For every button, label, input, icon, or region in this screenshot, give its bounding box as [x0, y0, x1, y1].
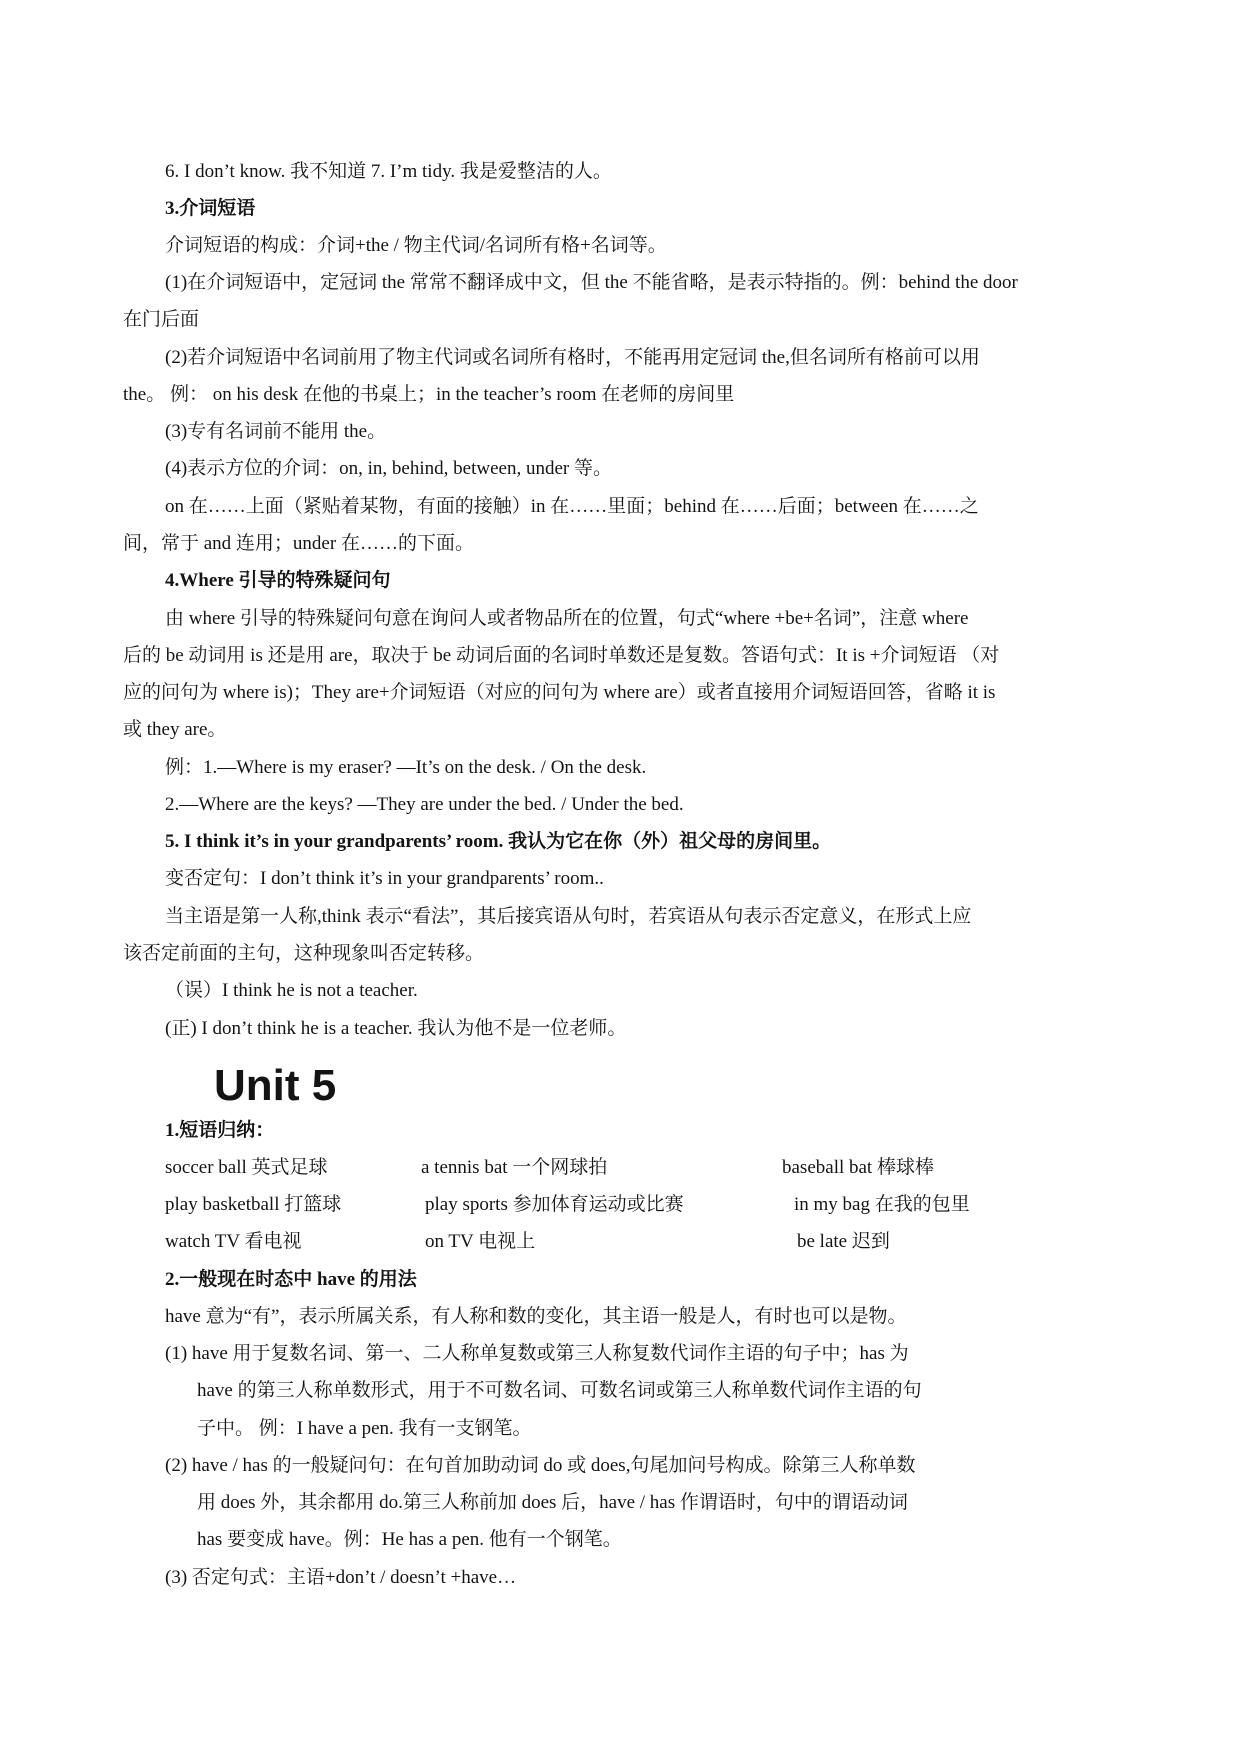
text-line: 或 they are。 — [123, 719, 227, 740]
text-line: 变否定句：I don’t think it’s in your grandparents’ room.. — [165, 868, 604, 889]
list-item: (3) 否定句式：主语+don’t / doesn’t +have… — [165, 1567, 517, 1588]
list-item-continuation: have 的第三人称单数形式，用于不可数名词、可数名词或第三人称单数代词作主语的句 — [197, 1380, 922, 1401]
text-line: 应的问句为 where is)；They are+介词短语（对应的问句为 where are）或者直接用介词短语回答，省略 it is — [123, 682, 996, 703]
phrase-item: baseball bat 棒球棒 — [782, 1157, 934, 1178]
example-line: （误）I think he is not a teacher. — [165, 980, 418, 1001]
text-line: 介词短语的构成：介词+the / 物主代词/名词所有格+名词等。 — [165, 235, 667, 256]
text-line: (2)若介词短语中名词前用了物主代词或名词所有格时，不能再用定冠词 the,但名词所有格前可以用 — [165, 347, 980, 368]
list-item-continuation: 用 does 外，其余都用 do.第三人称前加 does 后，have / has 作谓语时，句中的谓语动词 — [197, 1492, 908, 1513]
section-heading: 3.介词短语 — [165, 198, 256, 219]
phrase-item: a tennis bat 一个网球拍 — [421, 1157, 608, 1178]
text-line: 由 where 引导的特殊疑问句意在询问人或者物品所在的位置，句式“where +be+名词”，注意 where — [165, 608, 969, 629]
section-heading: 1.短语归纳： — [165, 1120, 275, 1141]
phrase-item: on TV 电视上 — [425, 1231, 536, 1252]
example-line: 2.—Where are the keys? —They are under the bed. / Under the bed. — [165, 794, 684, 815]
phrase-item: play sports 参加体育运动或比赛 — [425, 1194, 684, 1215]
phrase-item: in my bag 在我的包里 — [794, 1194, 970, 1215]
phrase-item: watch TV 看电视 — [165, 1231, 302, 1252]
text-line: 当主语是第一人称,think 表示“看法”，其后接宾语从句时，若宾语从句表示否定意义，在形式上应 — [165, 906, 972, 927]
phrase-item: be late 迟到 — [797, 1231, 890, 1252]
list-item: (1) have 用于复数名词、第一、二人称单复数或第三人称复数代词作主语的句子中；has 为 — [165, 1343, 909, 1364]
phrase-item: play basketball 打篮球 — [165, 1194, 342, 1215]
list-item-continuation: 子中。 例：I have a pen. 我有一支钢笔。 — [197, 1418, 532, 1439]
text-line: on 在……上面（紧贴着某物，有面的接触）in 在……里面；behind 在……后面；between 在……之 — [165, 496, 979, 517]
text-line: 6. I don’t know. 我不知道 7. I’m tidy. 我是爱整洁的人。 — [165, 161, 612, 182]
example-line: (正) I don’t think he is a teacher. 我认为他不是一位老师。 — [165, 1018, 627, 1039]
example-line: 例：1.—Where is my eraser? —It’s on the desk. / On the desk. — [165, 757, 647, 778]
text-line: 该否定前面的主句，这种现象叫否定转移。 — [123, 943, 485, 964]
list-item: (2) have / has 的一般疑问句：在句首加助动词 do 或 does,句尾加问号构成。除第三人称单数 — [165, 1455, 916, 1476]
phrase-item: soccer ball 英式足球 — [165, 1157, 328, 1178]
text-line: (4)表示方位的介词：on, in, behind, between, under 等。 — [165, 458, 612, 479]
text-line: 间，常于 and 连用；under 在……的下面。 — [123, 533, 474, 554]
text-line: 后的 be 动词用 is 还是用 are，取决于 be 动词后面的名词时单数还是复数。答语句式：It is +介词短语 （对 — [123, 645, 1000, 666]
section-heading: 4.Where 引导的特殊疑问句 — [165, 570, 391, 591]
text-line: have 意为“有”，表示所属关系，有人称和数的变化，其主语一般是人，有时也可以是物。 — [165, 1306, 907, 1327]
text-line: (3)专有名词前不能用 the。 — [165, 421, 387, 442]
text-line: (1)在介词短语中，定冠词 the 常常不翻译成中文，但 the 不能省略，是表示特指的。例：behind the door — [165, 272, 1018, 293]
text-line: 在门后面 — [123, 309, 200, 330]
text-line: the。 例： on his desk 在他的书桌上；in the teacher’s room 在老师的房间里 — [123, 384, 735, 405]
section-heading: 5. I think it’s in your grandparents’ room. 我认为它在你（外）祖父母的房间里。 — [165, 831, 832, 852]
section-heading: 2.一般现在时态中 have 的用法 — [165, 1269, 417, 1290]
unit-title: Unit 5 — [214, 1061, 337, 1110]
list-item-continuation: has 要变成 have。例：He has a pen. 他有一个钢笔。 — [197, 1529, 622, 1550]
